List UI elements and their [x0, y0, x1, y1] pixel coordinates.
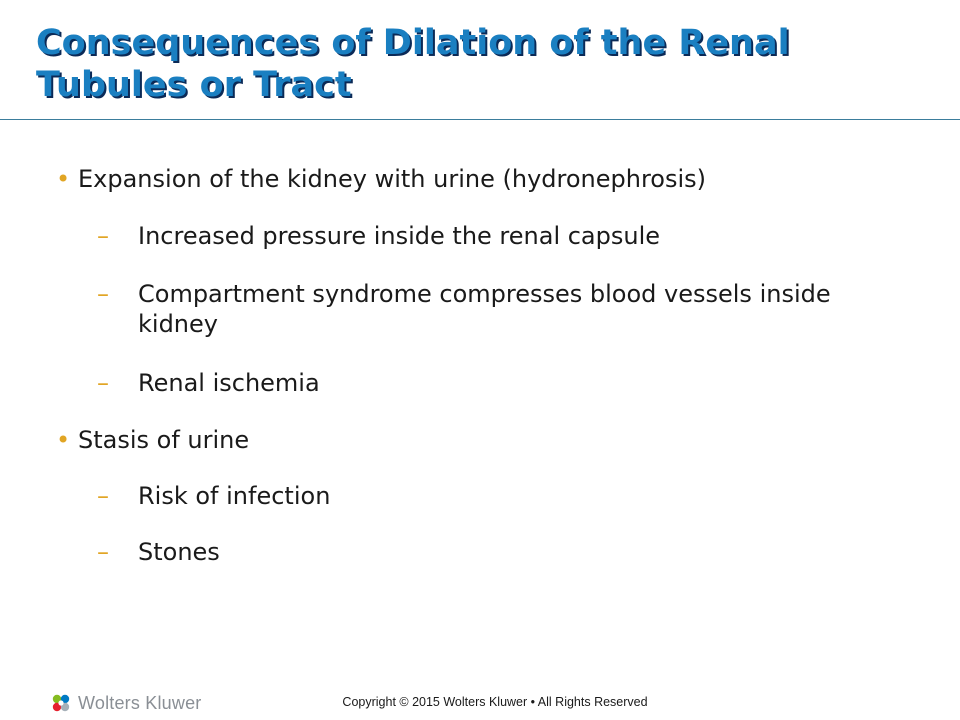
sub-bullet-marker: –	[97, 222, 109, 250]
sub-bullet-marker: –	[97, 280, 109, 308]
bullet-marker: •	[56, 426, 71, 454]
sub-bullet-marker: –	[97, 538, 109, 566]
sub-bullet-item: Renal ischemia	[138, 369, 320, 397]
sub-bullet-marker: –	[97, 482, 109, 510]
sub-bullet-item: Increased pressure inside the renal capsule	[138, 222, 661, 250]
sub-bullet-item: Compartment syndrome compresses blood vessels inside kidney	[138, 280, 831, 338]
copyright-notice: Copyright © 2015 Wolters Kluwer • All Rights Reserved	[342, 695, 648, 709]
brand-name: Wolters Kluwer	[78, 692, 202, 713]
slide-title: Consequences of Dilation of the Renal Tubules or Tract	[36, 23, 790, 105]
sub-bullet-item: Stones	[138, 538, 220, 566]
title-divider	[0, 119, 960, 120]
bullet-item: Stasis of urine	[78, 426, 250, 454]
bullet-marker: •	[56, 165, 71, 193]
sub-bullet-marker: –	[97, 369, 109, 397]
sub-bullet-item: Risk of infection	[138, 482, 331, 510]
bullet-item: Expansion of the kidney with urine (hydronephrosis)	[78, 165, 707, 193]
